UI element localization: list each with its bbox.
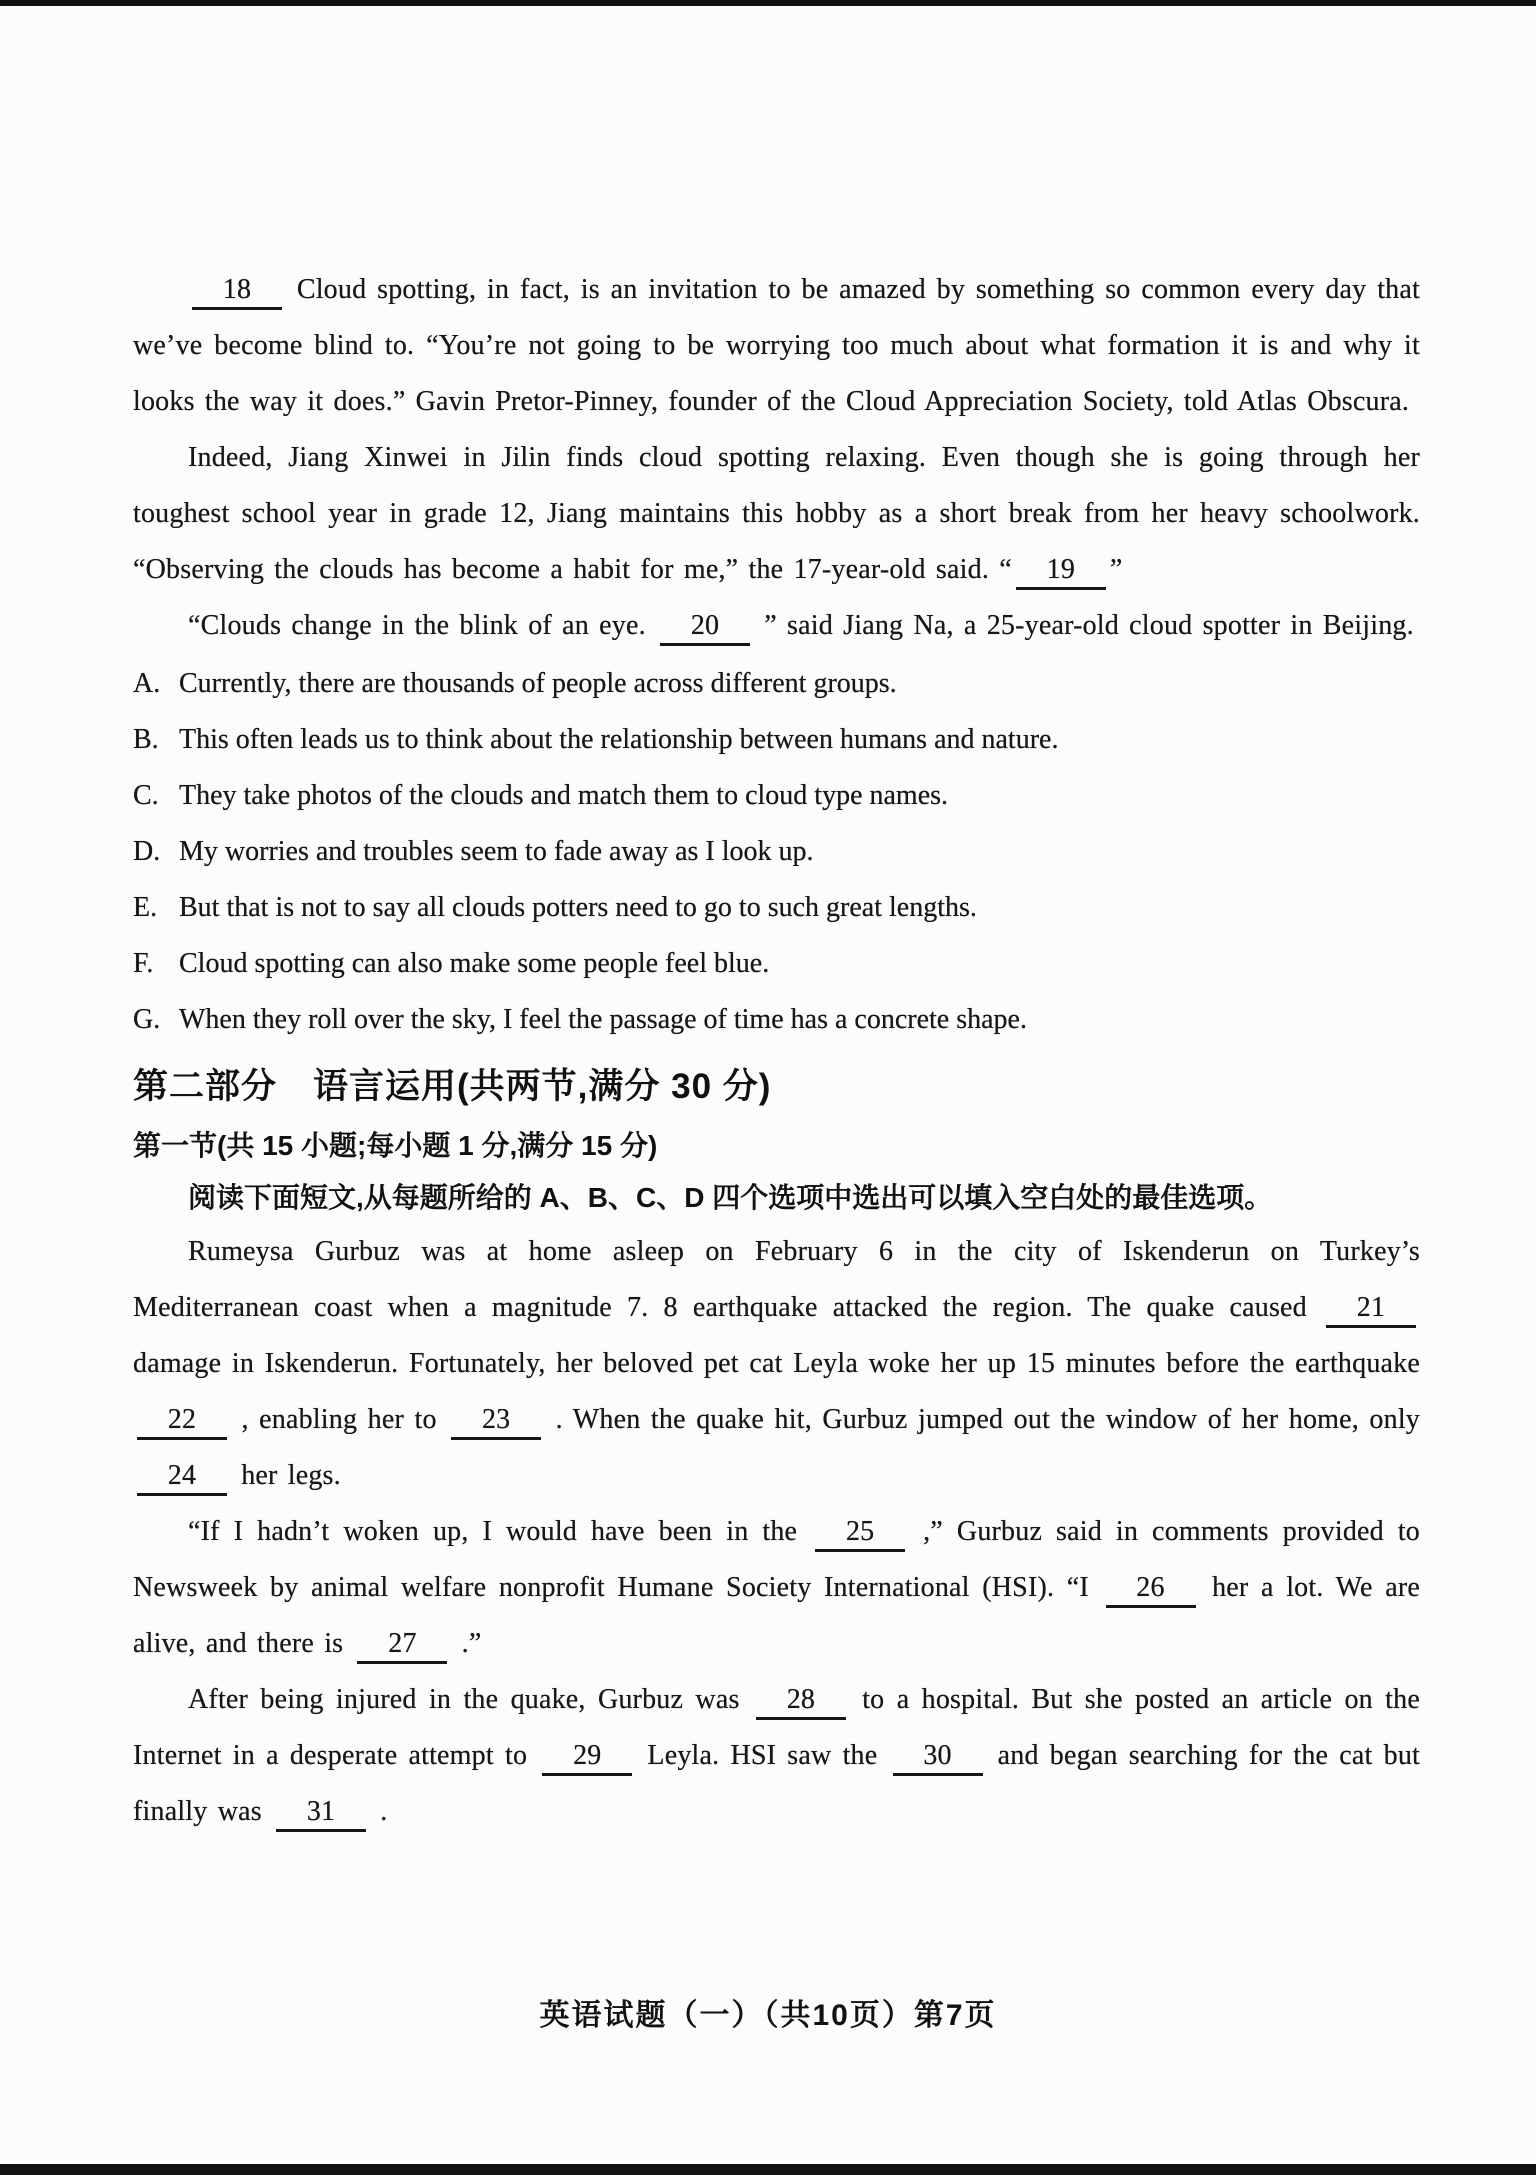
blank-26: 26 [1106,1572,1196,1608]
option-C: C. They take photos of the clouds and match them to cloud type names. [133,768,1420,824]
option-label: G. [133,1004,161,1035]
scan-edge-bottom [0,2164,1536,2175]
blank-27: 27 [357,1628,447,1664]
blank-23: 23 [451,1404,541,1440]
option-label: E. [133,892,158,923]
option-A: A. Currently, there are thousands of people across different groups. [133,656,1420,712]
option-label: B. [133,724,159,755]
cloud-spotting-passage [133,262,1420,654]
part2-heading: 第二部分 语言运用(共两节,满分 30 分) [133,1067,772,1106]
blank-24: 24 [137,1460,227,1496]
paragraph-quake-2: “If I hadn’t woken up, I would have been in the 25 ,” Gurbuz said in comments provided to Newsweek by animal welfare nonprofit Humane Society International (HSI). “I 26 her a lot. We are alive, and there is 27 .” [133,1504,1420,1672]
blank-25: 25 [815,1516,905,1552]
paragraph-cloud-3: “Clouds change in the blink of an eye. 20 ” said Jiang Na, a 25-year-old cloud spotter in Beijing. [133,598,1420,654]
blank-19: 19 [1016,554,1106,590]
paragraph-quake-3: After being injured in the quake, Gurbuz was 28 to a hospital. But she posted an article on the Internet in a desperate attempt to 29 Leyla. HSI saw the 30 and began searching for the cat but finally was 31 . [133,1672,1420,1840]
scan-edge-top [0,0,1536,6]
blank-21: 21 [1326,1292,1416,1328]
page-content [133,262,1420,1840]
option-D: D. My worries and troubles seem to fade away as I look up. [133,824,1420,880]
section1-heading: 第一节(共 15 小题;每小题 1 分,满分 15 分) [133,1130,658,1161]
option-G: G. When they roll over the sky, I feel the passage of time has a concrete shape. [133,992,1420,1048]
gap-fill-options-list [133,656,1420,1048]
option-label: D. [133,836,161,867]
paragraph-quake-1: Rumeysa Gurbuz was at home asleep on February 6 in the city of Iskenderun on Turkey’s Mediterranean coast when a magnitude 7. 8 earthquake attacked the region. The quake caused 21 damage in Iskenderun. Fortunately, her beloved pet cat Leyla woke her up 15 minutes before the earthquake 22 , enabling her to 23 . When the quake hit, Gurbuz jumped out the window of her home, only 24 her legs. [133,1224,1420,1504]
blank-22: 22 [137,1404,227,1440]
paragraph-cloud-1: 18 Cloud spotting, in fact, is an invitation to be amazed by something so common every day that we’ve become blind to. “You’re not going to be worrying too much about what formation it is and why it looks the way it does.” Gavin Pretor-Pinney, founder of the Cloud Appreciation Society, told Atlas Obscura. [133,274,1420,417]
option-label: C. [133,780,159,811]
option-label: F. [133,948,154,979]
blank-31: 31 [276,1796,366,1832]
blank-30: 30 [893,1740,983,1776]
option-label: A. [133,668,161,699]
option-B: B. This often leads us to think about the relationship between humans and nature. [133,712,1420,768]
blank-18: 18 [192,274,282,310]
blank-29: 29 [542,1740,632,1776]
cloze-instructions: 阅读下面短文,从每题所给的 A、B、C、D 四个选项中选出可以填入空白处的最佳选项。 [188,1182,1273,1213]
option-E: E. But that is not to say all clouds potters need to go to such great lengths. [133,880,1420,936]
blank-28: 28 [756,1684,846,1720]
page-footer: 英语试题（一）（共10页）第7页 [539,1999,997,2032]
option-F: F. Cloud spotting can also make some people feel blue. [133,936,1420,992]
paragraph-cloud-2: Indeed, Jiang Xinwei in Jilin finds cloud spotting relaxing. Even though she is going through her toughest school year in grade 12, Jiang maintains this hobby as a short break from her heavy schoolwork. “Observing the clouds has become a habit for me,” the 17-year-old said. “ 19 ” [133,430,1420,598]
blank-20: 20 [660,610,750,646]
earthquake-cloze-passage [133,1224,1420,1840]
